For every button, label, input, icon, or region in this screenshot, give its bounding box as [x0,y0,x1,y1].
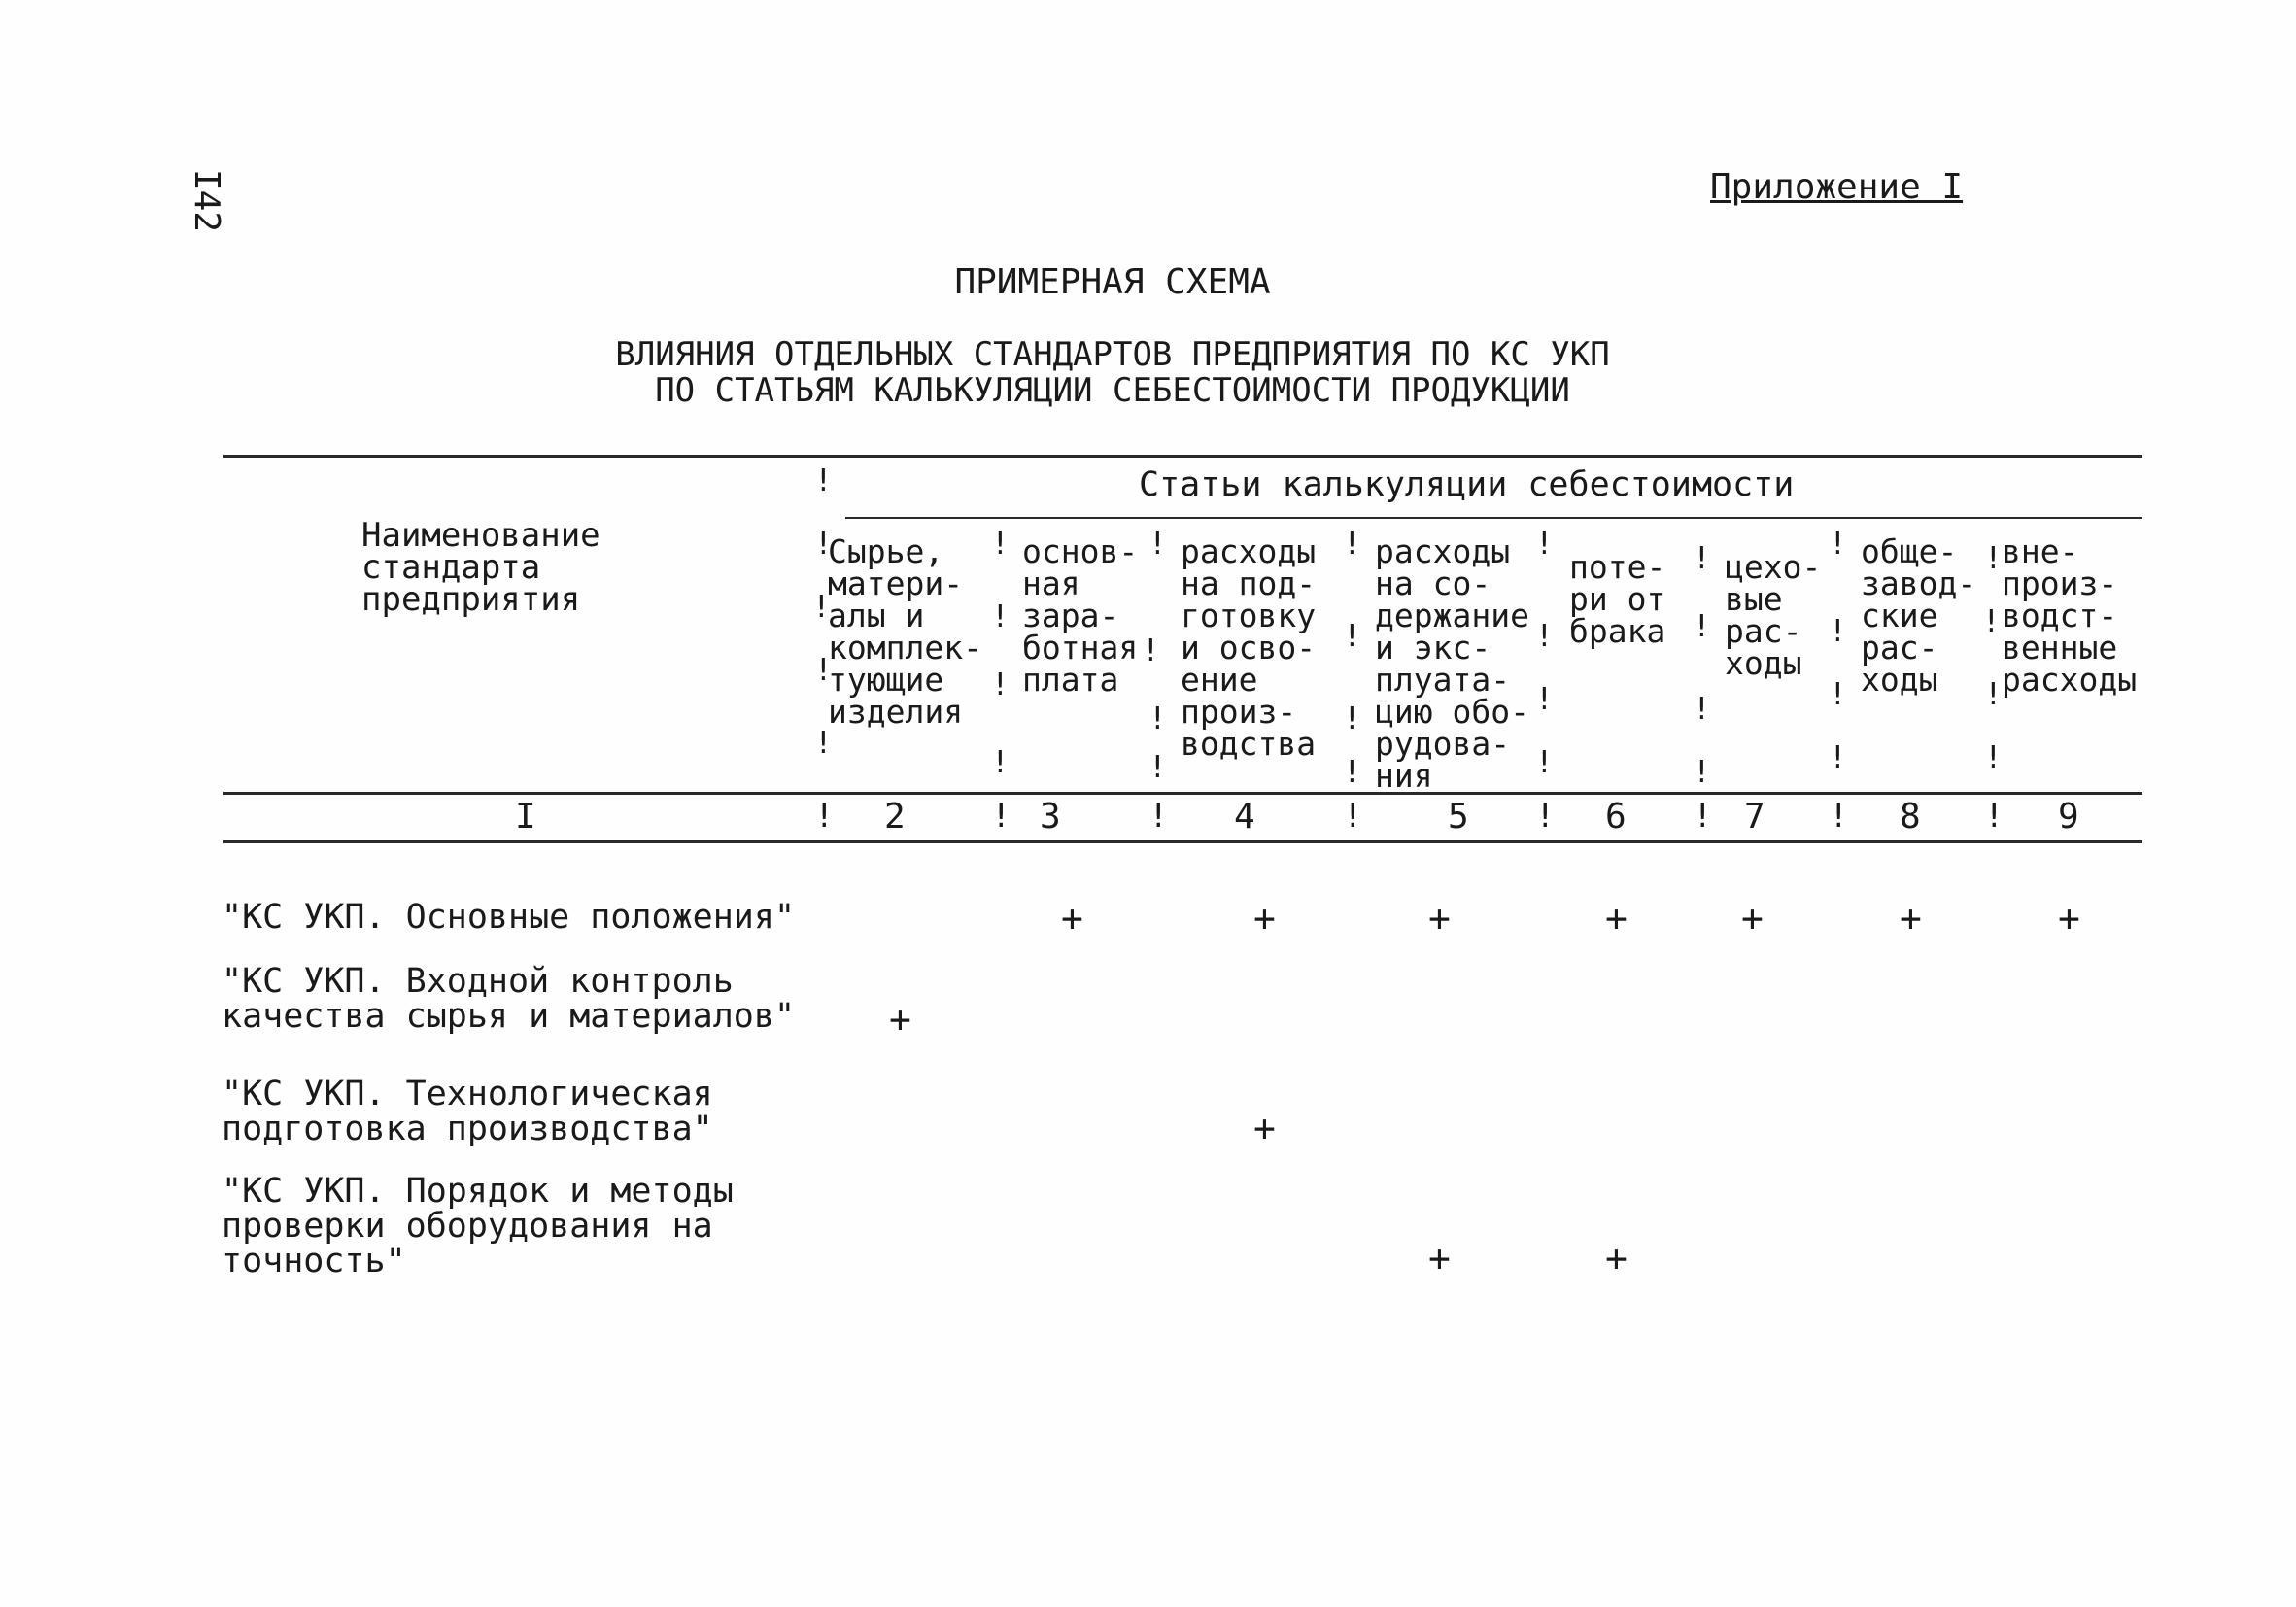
row-label: "КС УКП. Технологическая подготовка производства" [222,1075,713,1148]
column-header-non-production-expenses: вне- произ- водст- венные расходы [2002,532,2138,699]
separator-mark: ! [1829,740,1847,775]
separator-mark: ! [1148,797,1169,836]
column-number: 4 [1234,797,1255,837]
separator-mark: ! [1343,619,1361,654]
separator-mark: ! [1535,682,1554,717]
separator-mark: ! [1343,755,1361,790]
separator-mark: ! [1148,701,1167,736]
row-mark: + [1428,897,1451,940]
separator-mark: ! [1693,692,1711,727]
row-label: "КС УКП. Основные положения" [222,898,796,937]
header-bottom-rule [223,792,2142,795]
separator-mark: ! [1535,527,1554,562]
column-number: 5 [1448,797,1469,837]
column-number: 3 [1040,797,1061,837]
separator-mark: ! [1693,609,1711,644]
row-mark: + [2058,897,2080,940]
row-mark: + [1253,897,1276,940]
row-mark: + [1061,897,1083,940]
separator-mark: ! [1148,527,1167,562]
separator-mark: ! [991,745,1010,780]
separator-mark: ! [812,590,831,625]
separator-mark: ! [1535,619,1554,654]
column-header-equipment-maintenance: расходы на со- держание и экс- плуата- цию обо- рудова- ния [1375,532,1529,795]
document-subtitle-line1: ВЛИЯНИЯ ОТДЕЛЬНЫХ СТАНДАРТОВ ПРЕДПРИЯТИЯ ПО КС УКП [615,335,1610,374]
row-mark: + [1900,897,1922,940]
separator-mark: ! [991,527,1010,562]
group-header-rule [845,517,2142,519]
separator-mark: ! [1829,797,1849,836]
document-subtitle-line2: ПО СТАТЬЯМ КАЛЬКУЛЯЦИИ СЕБЕСТОИМОСТИ ПРОДУКЦИИ [655,371,1570,410]
separator-mark: ! [1535,797,1556,836]
separator-mark: ! [1343,527,1361,562]
column-number: 6 [1605,797,1627,837]
column-header-base-wages: основ- ная зара- ботная плата [1022,532,1139,699]
column-number: 9 [2058,797,2079,837]
separator-mark: ! [1148,750,1167,785]
separator-mark: ! [1142,633,1160,668]
group-header: Статьи калькуляции себестоимости [1139,465,1795,504]
row-label: "КС УКП. Порядок и методы проверки оборудования на точность" [222,1172,734,1281]
document-title: ПРИМЕРНАЯ СХЕМА [954,262,1271,302]
separator-mark: ! [991,667,1010,702]
separator-mark: ! [1982,604,2001,639]
row-mark: + [1605,1237,1628,1280]
table-top-rule [223,455,2142,458]
separator-mark: ! [1693,541,1711,576]
row-mark: + [1428,1237,1451,1280]
separator-mark: ! [1984,740,2003,775]
row-mark: + [889,998,911,1041]
separator-mark: ! [1343,797,1363,836]
separator-mark: ! [1693,797,1713,836]
separator-mark: ! [814,527,833,562]
column-header-defect-losses: поте- ри от брака [1569,548,1666,650]
separator-mark: ! [1984,541,2003,576]
row-label: "КС УКП. Входной контроль качества сырья и материалов" [222,962,796,1036]
column-numbers-rule [223,840,2142,843]
page-number: I42 [187,168,227,233]
appendix-label: Приложение I [1710,167,1964,207]
column-number: 8 [1900,797,1921,837]
separator-mark: ! [991,599,1010,634]
separator-mark: ! [814,653,833,688]
column-header-shop-expenses: цехо- вые рас- ходы [1725,548,1822,682]
separator-mark: ! [814,726,833,761]
separator-mark: ! [1984,677,2003,712]
column-number: I [515,797,536,837]
first-column-header: Наименование стандарта предприятия [361,516,600,619]
separator-mark: ! [1829,677,1847,712]
separator-mark: ! [1343,701,1361,736]
separator-mark: ! [1693,755,1711,790]
separator-mark: ! [1829,527,1847,562]
separator-mark: ! [814,463,833,498]
column-header-production-prep: расходы на под- готовку и осво- ение произ- водства [1181,532,1317,763]
column-number: 7 [1744,797,1765,837]
row-mark: + [1253,1107,1276,1149]
row-mark: + [1741,897,1764,940]
column-header-materials: Сырье, матери- алы и комплек- тующие изделия [828,532,982,731]
separator-mark: ! [991,797,1011,836]
column-header-plant-expenses: обще- завод- ские рас- ходы [1861,532,1977,699]
column-number: 2 [884,797,906,837]
separator-mark: ! [1535,745,1554,780]
row-mark: + [1605,897,1628,940]
separator-mark: ! [1984,797,2005,836]
separator-mark: ! [1829,614,1847,649]
separator-mark: ! [814,797,835,836]
